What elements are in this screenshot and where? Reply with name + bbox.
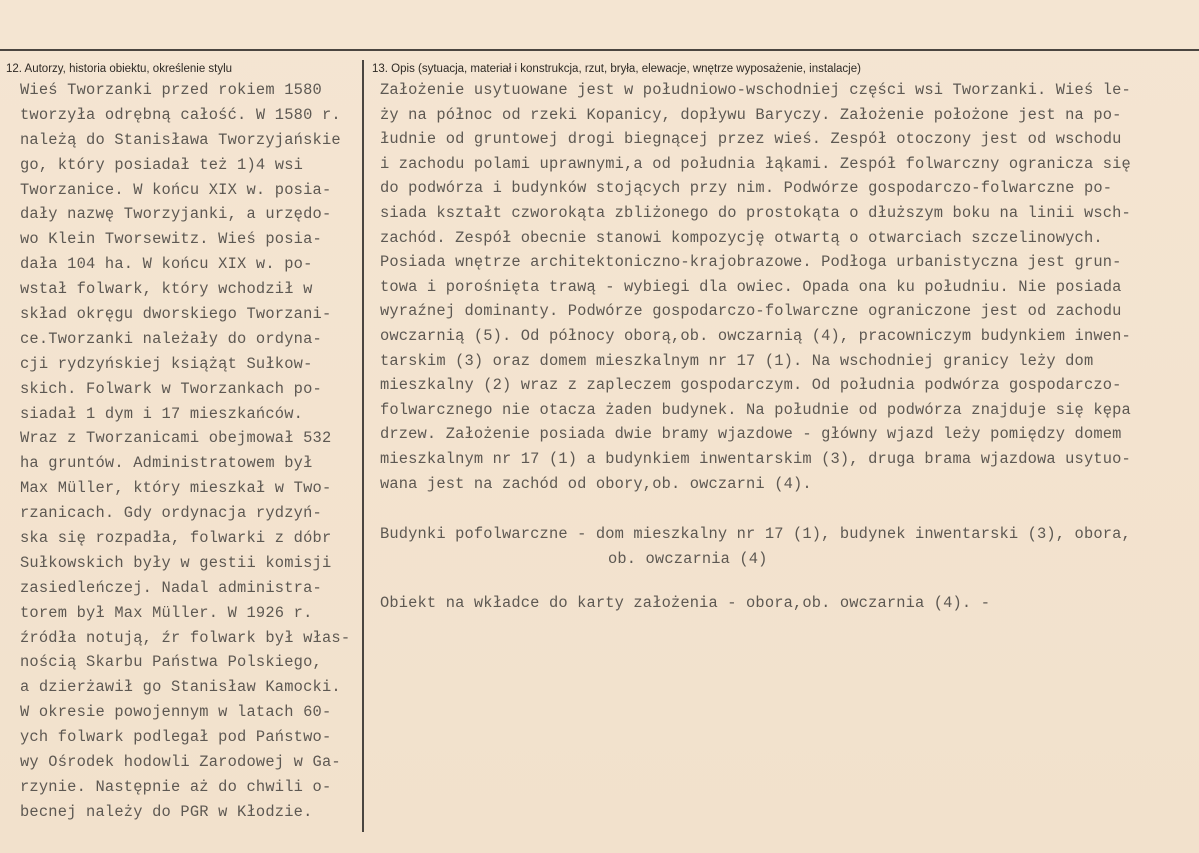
insert-note: Obiekt na wkładce do karty założenia - obora,ob. owczarnia (4). - xyxy=(380,594,991,612)
text-line: należą do Stanisława Tworzyjańskie xyxy=(20,130,341,149)
text-line: tworzyła odrębną całość. W 1580 r. xyxy=(20,105,341,124)
text-line: siada kształt czworokąta zbliżonego do prostokąta o dłuższym boku na linii wsch- xyxy=(380,203,1131,222)
text-line: wy Ośrodek hodowli Zarodowej w Ga- xyxy=(20,753,341,772)
text-line: ych folwark podlegał pod Państwo- xyxy=(20,728,332,747)
text-line: siadał 1 dym i 17 mieszkańców. xyxy=(20,404,304,423)
text-line: mieszkalnym nr 17 (1) a budynkiem inwentarskim (3), druga brama wjazdowa usytuo- xyxy=(380,449,1131,468)
text-line: źródła notują, źr folwark był włas- xyxy=(20,628,351,647)
text-line: zasiedleńczej. Nadal administra- xyxy=(20,578,322,597)
text-line: do podwórza i budynków stojących przy nim. Podwórze gospodarczo-folwarczne po- xyxy=(380,179,1113,198)
text-line: nością Skarbu Państwa Polskiego, xyxy=(20,653,322,672)
text-line: i zachodu polami uprawnymi,a od południa łąkami. Zespół folwarczny ogranicza się xyxy=(380,154,1131,173)
text-line: tarskim (3) oraz domem mieszkalnym nr 17 (1). Na wschodniej granicy leży dom xyxy=(380,351,1094,370)
text-line: W okresie powojennym w latach 60- xyxy=(20,703,332,722)
text-line: Tworzanice. W końcu XIX w. posia- xyxy=(20,180,332,199)
text-line: becnej należy do PGR w Kłodzie. xyxy=(20,802,313,821)
text-line: wyraźnej dominanty. Podwórze gospodarczo-folwarczne ograniczone jest od zachodu xyxy=(380,302,1122,321)
column-divider xyxy=(362,60,364,832)
text-line: rzynie. Następnie aż do chwili o- xyxy=(20,777,332,796)
text-line: rzanicach. Gdy ordynacja rydzyń- xyxy=(20,504,322,523)
text-line: owczarnią (5). Od północy oborą,ob. owczarnią (4), pracowniczym budynkiem inwen- xyxy=(380,326,1131,345)
text-line: cji rydzyńskiej książąt Sułkow- xyxy=(20,354,313,373)
text-line: łudnie od gruntowej drogi biegnącej przez wieś. Zespół otoczony jest od wschodu xyxy=(380,130,1122,149)
text-line: drzew. Założenie posiada dwie bramy wjazdowe - główny wjazd leży pomiędzy domem xyxy=(380,425,1122,444)
text-line: go, który posiadał też 1)4 wsi xyxy=(20,155,304,174)
section-12-heading: 12. Autorzy, historia obiektu, określenie stylu xyxy=(6,63,233,75)
text-line: ska się rozpadła, folwarki z dóbr xyxy=(20,529,332,548)
description-text xyxy=(380,78,1180,496)
text-line: zachód. Zespół obecnie stanowi kompozycję otwartą o otwarciach szczelinowych. xyxy=(380,228,1103,247)
text-line: wstał folwark, który wchodził w xyxy=(20,280,313,299)
text-line: ha gruntów. Administratowem był xyxy=(20,454,313,473)
text-line: folwarcznego nie otacza żaden budynek. Na południe od podwórza znajduje się kępa xyxy=(380,400,1131,419)
text-line: Założenie usytuowane jest w południowo-wschodniej części wsi Tworzanki. Wieś le- xyxy=(380,81,1131,99)
text-line: dała 104 ha. W końcu XIX w. po- xyxy=(20,255,313,274)
text-line: wana jest na zachód od obory,ob. owczarni (4). xyxy=(380,474,812,493)
text-line: Wraz z Tworzanicami obejmował 532 xyxy=(20,429,332,448)
top-rule xyxy=(0,49,1199,51)
text-line: mieszkalny (2) wraz z zapleczem gospodarczym. Od południa podwórza gospodarczo- xyxy=(380,376,1122,395)
text-line: Sułkowskich były w gestii komisji xyxy=(20,553,332,572)
buildings-note-line-1: Budynki pofolwarczne - dom mieszkalny nr 17 (1), budynek inwentarski (3), obora, xyxy=(380,525,1131,543)
text-line: ży na północ od rzeki Kopanicy, dopływu Baryczy. Założenie położone jest na po- xyxy=(380,105,1122,124)
section-13-heading: 13. Opis (sytuacja, materiał i konstrukcja, rzut, bryła, elewacje, wnętrze wyposażenie, instalacje) xyxy=(372,63,861,75)
text-line: ce.Tworzanki należały do ordyna- xyxy=(20,329,322,348)
text-line: wo Klein Tworsewitz. Wieś posia- xyxy=(20,230,322,249)
text-line: skład okręgu dworskiego Tworzani- xyxy=(20,305,332,324)
text-line: skich. Folwark w Tworzankach po- xyxy=(20,379,322,398)
text-line: Wieś Tworzanki przed rokiem 1580 xyxy=(20,81,322,99)
text-line: towa i porośnięta trawą - wybiegi dla owiec. Opada ona ku południu. Nie posiada xyxy=(380,277,1122,296)
text-line: Max Müller, który mieszkał w Two- xyxy=(20,479,332,498)
buildings-note-line-2: ob. owczarnia (4) xyxy=(608,550,768,568)
history-text xyxy=(20,78,360,825)
text-line: dały nazwę Tworzyjanki, a urzędo- xyxy=(20,205,332,224)
text-line: torem był Max Müller. W 1926 r. xyxy=(20,603,313,622)
text-line: Posiada wnętrze architektoniczno-krajobrazowe. Podłoga urbanistyczna jest grun- xyxy=(380,253,1122,272)
text-line: a dzierżawił go Stanisław Kamocki. xyxy=(20,678,341,697)
